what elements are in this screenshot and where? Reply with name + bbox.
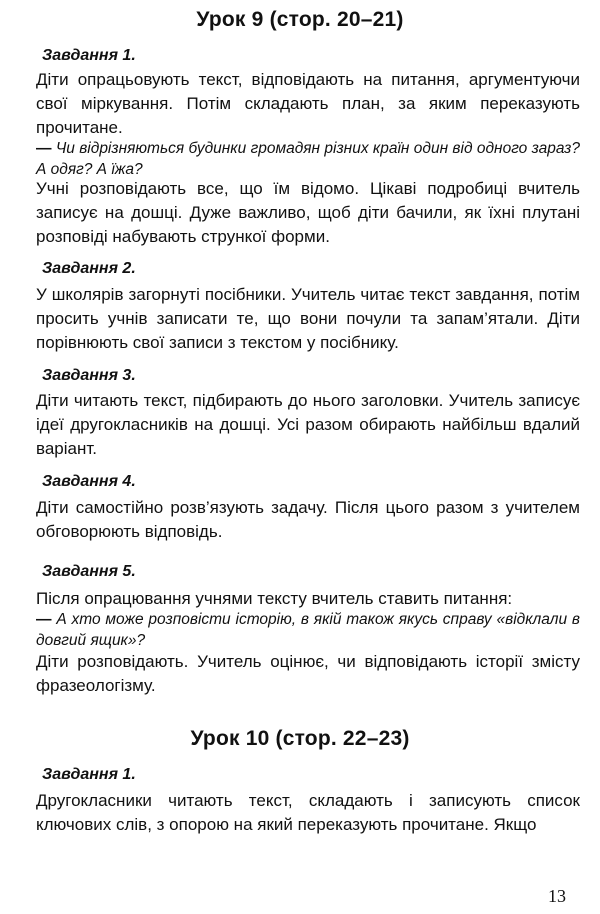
lesson-9-task-1-dialog: [36, 138, 580, 180]
lesson-9-task-4-text: Діти самостійно розв’язують задачу. Після цього разом з учителем обговорюють відповідь.: [36, 498, 580, 541]
lesson-9-task-3-text: Діти читають текст, підбирають до нього заголовки. Учитель записує ідеї другокласників на дошці. Усі разом обирають найбільш вдалий варіант.: [36, 391, 580, 458]
lesson-9-task-5-text-2: Діти розповідають. Учитель оцінює, чи відповідають історії змісту фразеологізму.: [36, 652, 580, 695]
lesson-9-task-4-heading: Завдання 4.: [42, 473, 136, 490]
lesson-9-task-5-heading: Завдання 5.: [42, 563, 136, 580]
lesson-9-task-2-text: У школярів загорнуті посібники. Учитель читає текст завдання, потім просить учнів записати те, що вони почули та запам’ятали. Діти порівнюють свої записи з текстом у посібнику.: [36, 285, 580, 352]
lesson-9-task-2-heading: Завдання 2.: [42, 260, 136, 277]
lesson-10-task-1-text: Другокласники читають текст, складають і записують список ключових слів, з опорою на який переказують прочитане. Якщо: [36, 791, 580, 834]
lesson-9-task-3-heading: Завдання 3.: [42, 367, 136, 384]
lesson-10-task-1-heading: Завдання 1.: [42, 766, 136, 783]
lesson-9-task-1-text: Діти опрацьовують текст, відповідають на питання, аргументуючи свої міркування. Потім складають план, за яким переказують прочитане.: [36, 70, 580, 137]
dialog-dash: —: [36, 611, 52, 628]
dialog-question: Чи відрізняються будинки громадян різних країн один від одного зараз? А одяг? А їжа?: [36, 140, 580, 178]
page-number: 13: [548, 886, 566, 906]
lesson-9-task-1-heading: Завдання 1.: [42, 47, 136, 64]
dialog-question: А хто може розповісти історію, в якій також якусь справу «відклали в довгий ящик»?: [36, 611, 580, 649]
lesson-9-title: Урок 9 (стор. 20–21): [196, 8, 404, 31]
dialog-dash: —: [36, 140, 52, 157]
lesson-9-task-5-dialog: [36, 609, 580, 651]
lesson-9-task-1-text-2: Учні розповідають все, що їм відомо. Цікаві подробиці вчитель записує на дошці. Дуже важливо, щоб діти бачили, як їхні плутані розповіді набувають стрункої форми.: [36, 179, 580, 246]
lesson-10-title: Урок 10 (стор. 22–23): [190, 727, 410, 750]
lesson-9-task-5-text: Після опрацювання учнями тексту вчитель ставить питання:: [36, 589, 513, 608]
